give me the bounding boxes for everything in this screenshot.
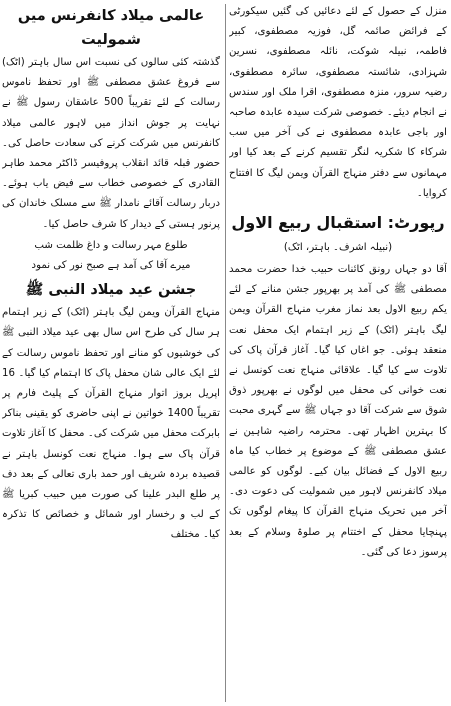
report-body: آقا دو جہاں رونق کائنات حبیب خدا حضرت محمد مصطفی ﷺ کی آمد پر بھرپور جشن منانے کے لئے یکم ربیع الاول بعد نماز مغرب منہاج القرآن ویمن لیگ باہتر (اٹک) کے زیر اہتمام ایک محفل نعت منعقد ہوئی۔ جو اغاں کیا گیا۔ آغاز قرآن پاک کی تلاوت سے کیا گیا۔ علاقائی منہاج نعت کونسل نے نعت خوانی کی محفل میں لوگوں نے بھرپور ذوق شوق سے شرکت آقا دو جہاں ﷺ سے گہری محبت کا بہترین اظہار تھی۔ محترمہ راضیہ شاہین نے عشق مصطفی ﷺ کے موضوع پر خطاب کیا ماہ ربیع الاول کے فضائل بیان کیے۔ لوگوں کو عالمی میلاد کانفرنس لاہور میں شمولیت کی دعوت دی۔ آخر میں تحریک منہاج القرآن کا پیغام لوگوں تک پہنچایا محفل کے اختتام پر صلوۃ وسلام کے بعد پرسوز دعا کی گئی۔ <box>229 264 447 558</box>
milad-paragraph: منہاج القرآن ویمن لیگ باہتر (اٹک) کے زیر اہتمام ہر سال کی طرح اس سال بھی عید میلاد النبی ﷺ کی خوشیوں کو منانے اور تحفظ ناموس رسالت کے لئے ایک عالی شان محفل پاک کا اہتمام کیا گیا۔ 16 اپریل بروز اتوار منہاج القرآن کے پلیٹ فارم پر تقریباً 1400 خواتین نے اپنی حاضری کو یقینی بناکر بابرکت محفل میں شرکت کی۔ محفل کا آغاز تلاوت قرآن پاک سے ہوا۔ منہاج نعت کونسل باہتر نے قصیدہ بردہ شریف اور حمد باری تعالی کے بعد دف پر طلع البدر علینا کی صورت میں حبیب کبریا ﷺ کے لب و رخسار اور شمائل و خصائص کا تذکرہ کیا۔ مختلف <box>2 307 220 541</box>
column-divider <box>225 4 226 702</box>
right-column <box>229 2 447 704</box>
report-heading: رپورٹ: استقبال ربیع الاول <box>231 213 445 233</box>
poem-line-2: میرے آقا کی آمد ہے صبح نور کی نمود <box>31 260 191 272</box>
poem-line-1: طلوع مہر رسالت و داغ ظلمت شب <box>34 239 188 251</box>
milad-subheading: جشن عید میلاد النبی ﷺ <box>25 282 197 299</box>
left-column <box>2 2 220 704</box>
intro-paragraph: منزل کے حصول کے لئے دعائیں کی گئیں سیکورٹی کے فرائض صائمہ گل، فوزیہ مصطفوی، کبیر فاطمہ، نبیلہ شوکت، نائلہ مصطفوی، نسرین شہزادی، شائستہ مصطفوی، سائرہ مصطفوی، رضیہ سرور، منزہ مصطفوی، اقرا ملک اور سندس نے انجام دیئے۔ خصوصی شرکت سیدہ عابدہ صاحبہ اور باجی عابدہ مصطفوی نے کی آخر میں سب شرکاء کا شکریہ لنگر تقسیم کرنے کے بعد کیا اور مہمانوں سے دفتر منہاج القرآن ویمن لیگ کا افتتاح کروایا۔ <box>229 6 447 199</box>
report-byline: (نبیلہ اشرف۔ باہتر، اٹک) <box>283 242 393 254</box>
conference-heading: عالمی میلاد کانفرنس میں شمولیت <box>17 8 205 48</box>
conference-paragraph: گذشتہ کئی سالوں کی نسبت اس سال باہتر (اٹک) سے فروغ عشق مصطفی ﷺ اور تحفظ ناموس رسالت کے لئے تقریباً 500 عاشقان رسول ﷺ نے نہایت پر جوش انداز میں لاہور عالمی میلاد کانفرنس میں شرکت کرنے کی سعادت حاصل کی۔ حضور قبلہ قائد انقلاب پروفیسر ڈاکٹر محمد طاہر القادری کے خصوصی خطاب سے فیض یاب ہوئے۔ دربار رسالت آقائے نامدار ﷺ سے مسلک خاندان کی پرنور ہستی کے دیدار کا شرف حاصل کیا۔ <box>2 57 220 230</box>
